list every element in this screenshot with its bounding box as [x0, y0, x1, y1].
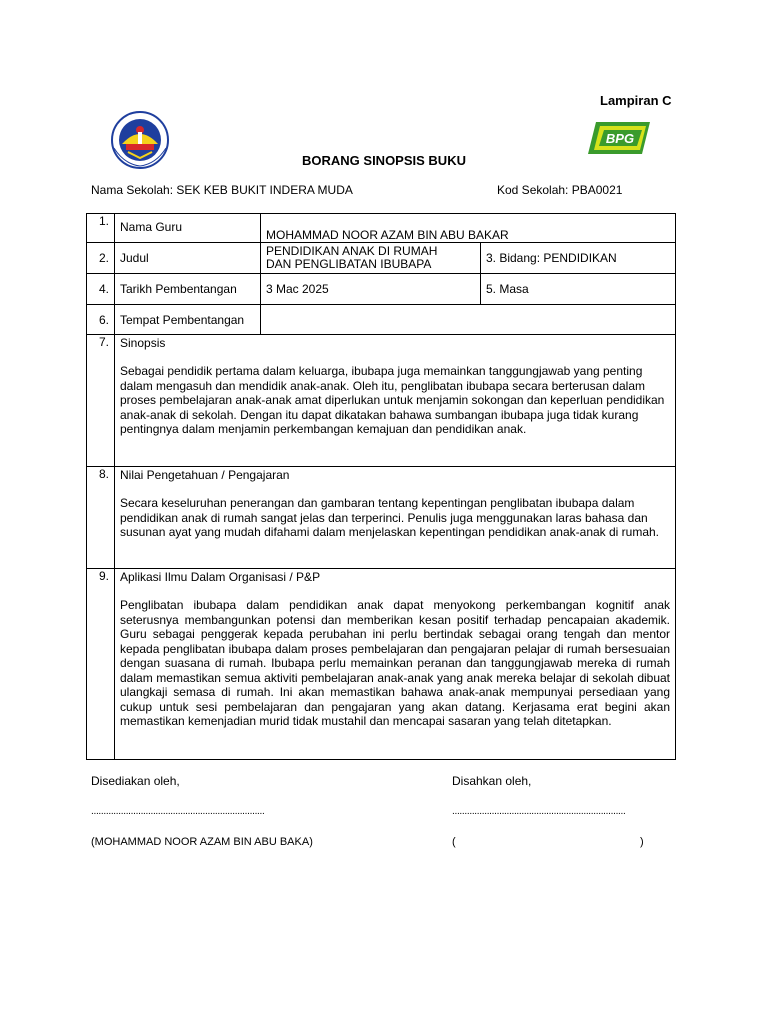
row-judul	[87, 243, 676, 274]
section-cell	[115, 467, 676, 569]
synopsis-text: Sebagai pendidik pertama dalam keluarga, ibubapa juga memainkan tanggungjawab yang penting dalam mengasuh dan mendidik anak-anak. Oleh itu, penglibatan ibubapa secara berterusan dalam proses pembelajaran anak-anak amat diperlukan untuk menjamin sokongan dan keperluan pendidikan anak-anak di sekolah. Dengan itu dapat dikatakan bahawa sumbangan ibubapa juga tidak kurang pentingnya dalam menjamin perkembangan kemajuan dan pendidikan anak.	[120, 364, 665, 436]
synopsis-form-table	[86, 213, 676, 760]
row-number: 6.	[87, 305, 115, 335]
row-label: Tempat Pembentangan	[115, 305, 261, 335]
section-cell	[115, 569, 676, 760]
section-heading: Sinopsis	[120, 336, 166, 350]
prepared-by-name: (MOHAMMAD NOOR AZAM BIN ABU BAKA)	[91, 836, 313, 848]
time-field[interactable]: 5. Masa	[481, 274, 676, 305]
section-heading: Nilai Pengetahuan / Pengajaran	[120, 468, 290, 482]
row-label: Nama Guru	[115, 214, 261, 243]
row-nilai	[87, 467, 676, 569]
row-nama-guru	[87, 214, 676, 243]
row-label: Judul	[115, 243, 261, 274]
row-tarikh	[87, 274, 676, 305]
application-text: Penglibatan ibubapa dalam pendidikan anak dapat menyokong perkembangan kognitif anak seterusnya membangunkan potensi dan memberikan kesan positif terhadap pencapaian akademik. Guru sebagai penggerak kepada perubahan ini perlu bertindak sebagai orang tengah dan mentor kepada penglibatan ibubapa dalam proses pembelajaran dan pengajaran pelajar di rumah bersesuaian dengan suasana di rumah. Ibubapa perlu memainkan peranan dan tanggungjawab mereka di rumah dalam memastikan semua aktiviti pembelajaran anak-anak yang anak mereka belajar di sekolah dibuat ulangkaji semasa di rumah. Ini akan memastikan bahawa anak-anak mempunyai persediaan yang cukup untuk sesi pembelajaran dan pengajaran yang akan datang. Kerjasama erat begini akan memastikan kemenjadian murid tidak mustahil dan mencapai sasaran yang telah ditetapkan.	[120, 598, 671, 728]
field-value[interactable]: 3. Bidang: PENDIDIKAN	[481, 243, 676, 274]
title-value[interactable]	[261, 243, 481, 274]
row-number: 7.	[87, 335, 115, 467]
section-heading: Aplikasi Ilmu Dalam Organisasi / P&P	[120, 570, 321, 584]
bpg-logo	[586, 120, 652, 156]
knowledge-text: Secara keseluruhan penerangan dan gambaran tentang kepentingan penglibatan ibubapa dalam pendidikan anak di rumah sangat jelas dan terperinci. Penulis juga menggunakan laras bahasa dan susunan ayat yang mudah difahami dalam menjelaskan kepentingan pendidikan anak-anak di rumah.	[120, 496, 660, 539]
teacher-name-value[interactable]: MOHAMMAD NOOR AZAM BIN ABU BAKAR	[261, 214, 676, 243]
row-number: 1.	[87, 214, 115, 243]
row-tempat	[87, 305, 676, 335]
venue-value[interactable]	[261, 305, 676, 335]
approved-by-label: Disahkan oleh,	[452, 774, 532, 788]
row-number: 8.	[87, 467, 115, 569]
lampiran-label: Lampiran C	[600, 93, 672, 108]
approved-signature-line: ......................................................................	[452, 806, 626, 817]
school-name: Nama Sekolah: SEK KEB BUKIT INDERA MUDA	[91, 183, 353, 197]
date-value[interactable]: 3 Mac 2025	[261, 274, 481, 305]
title-line-2: DAN PENGLIBATAN IBUBAPA	[266, 257, 432, 271]
approved-name-open: (	[452, 836, 456, 848]
section-cell	[115, 335, 676, 467]
title-line-1: PENDIDIKAN ANAK DI RUMAH	[266, 244, 438, 258]
approved-name-close: )	[640, 836, 644, 848]
row-aplikasi	[87, 569, 676, 760]
row-number: 2.	[87, 243, 115, 274]
row-number: 4.	[87, 274, 115, 305]
prepared-by-label: Disediakan oleh,	[91, 774, 180, 788]
prepared-signature-line: ......................................................................	[91, 806, 265, 817]
row-number: 9.	[87, 569, 115, 760]
bpg-logo-text: BPG	[605, 131, 635, 146]
school-code: Kod Sekolah: PBA0021	[497, 183, 623, 197]
row-sinopsis	[87, 335, 676, 467]
row-label: Tarikh Pembentangan	[115, 274, 261, 305]
form-title: BORANG SINOPSIS BUKU	[302, 153, 466, 168]
